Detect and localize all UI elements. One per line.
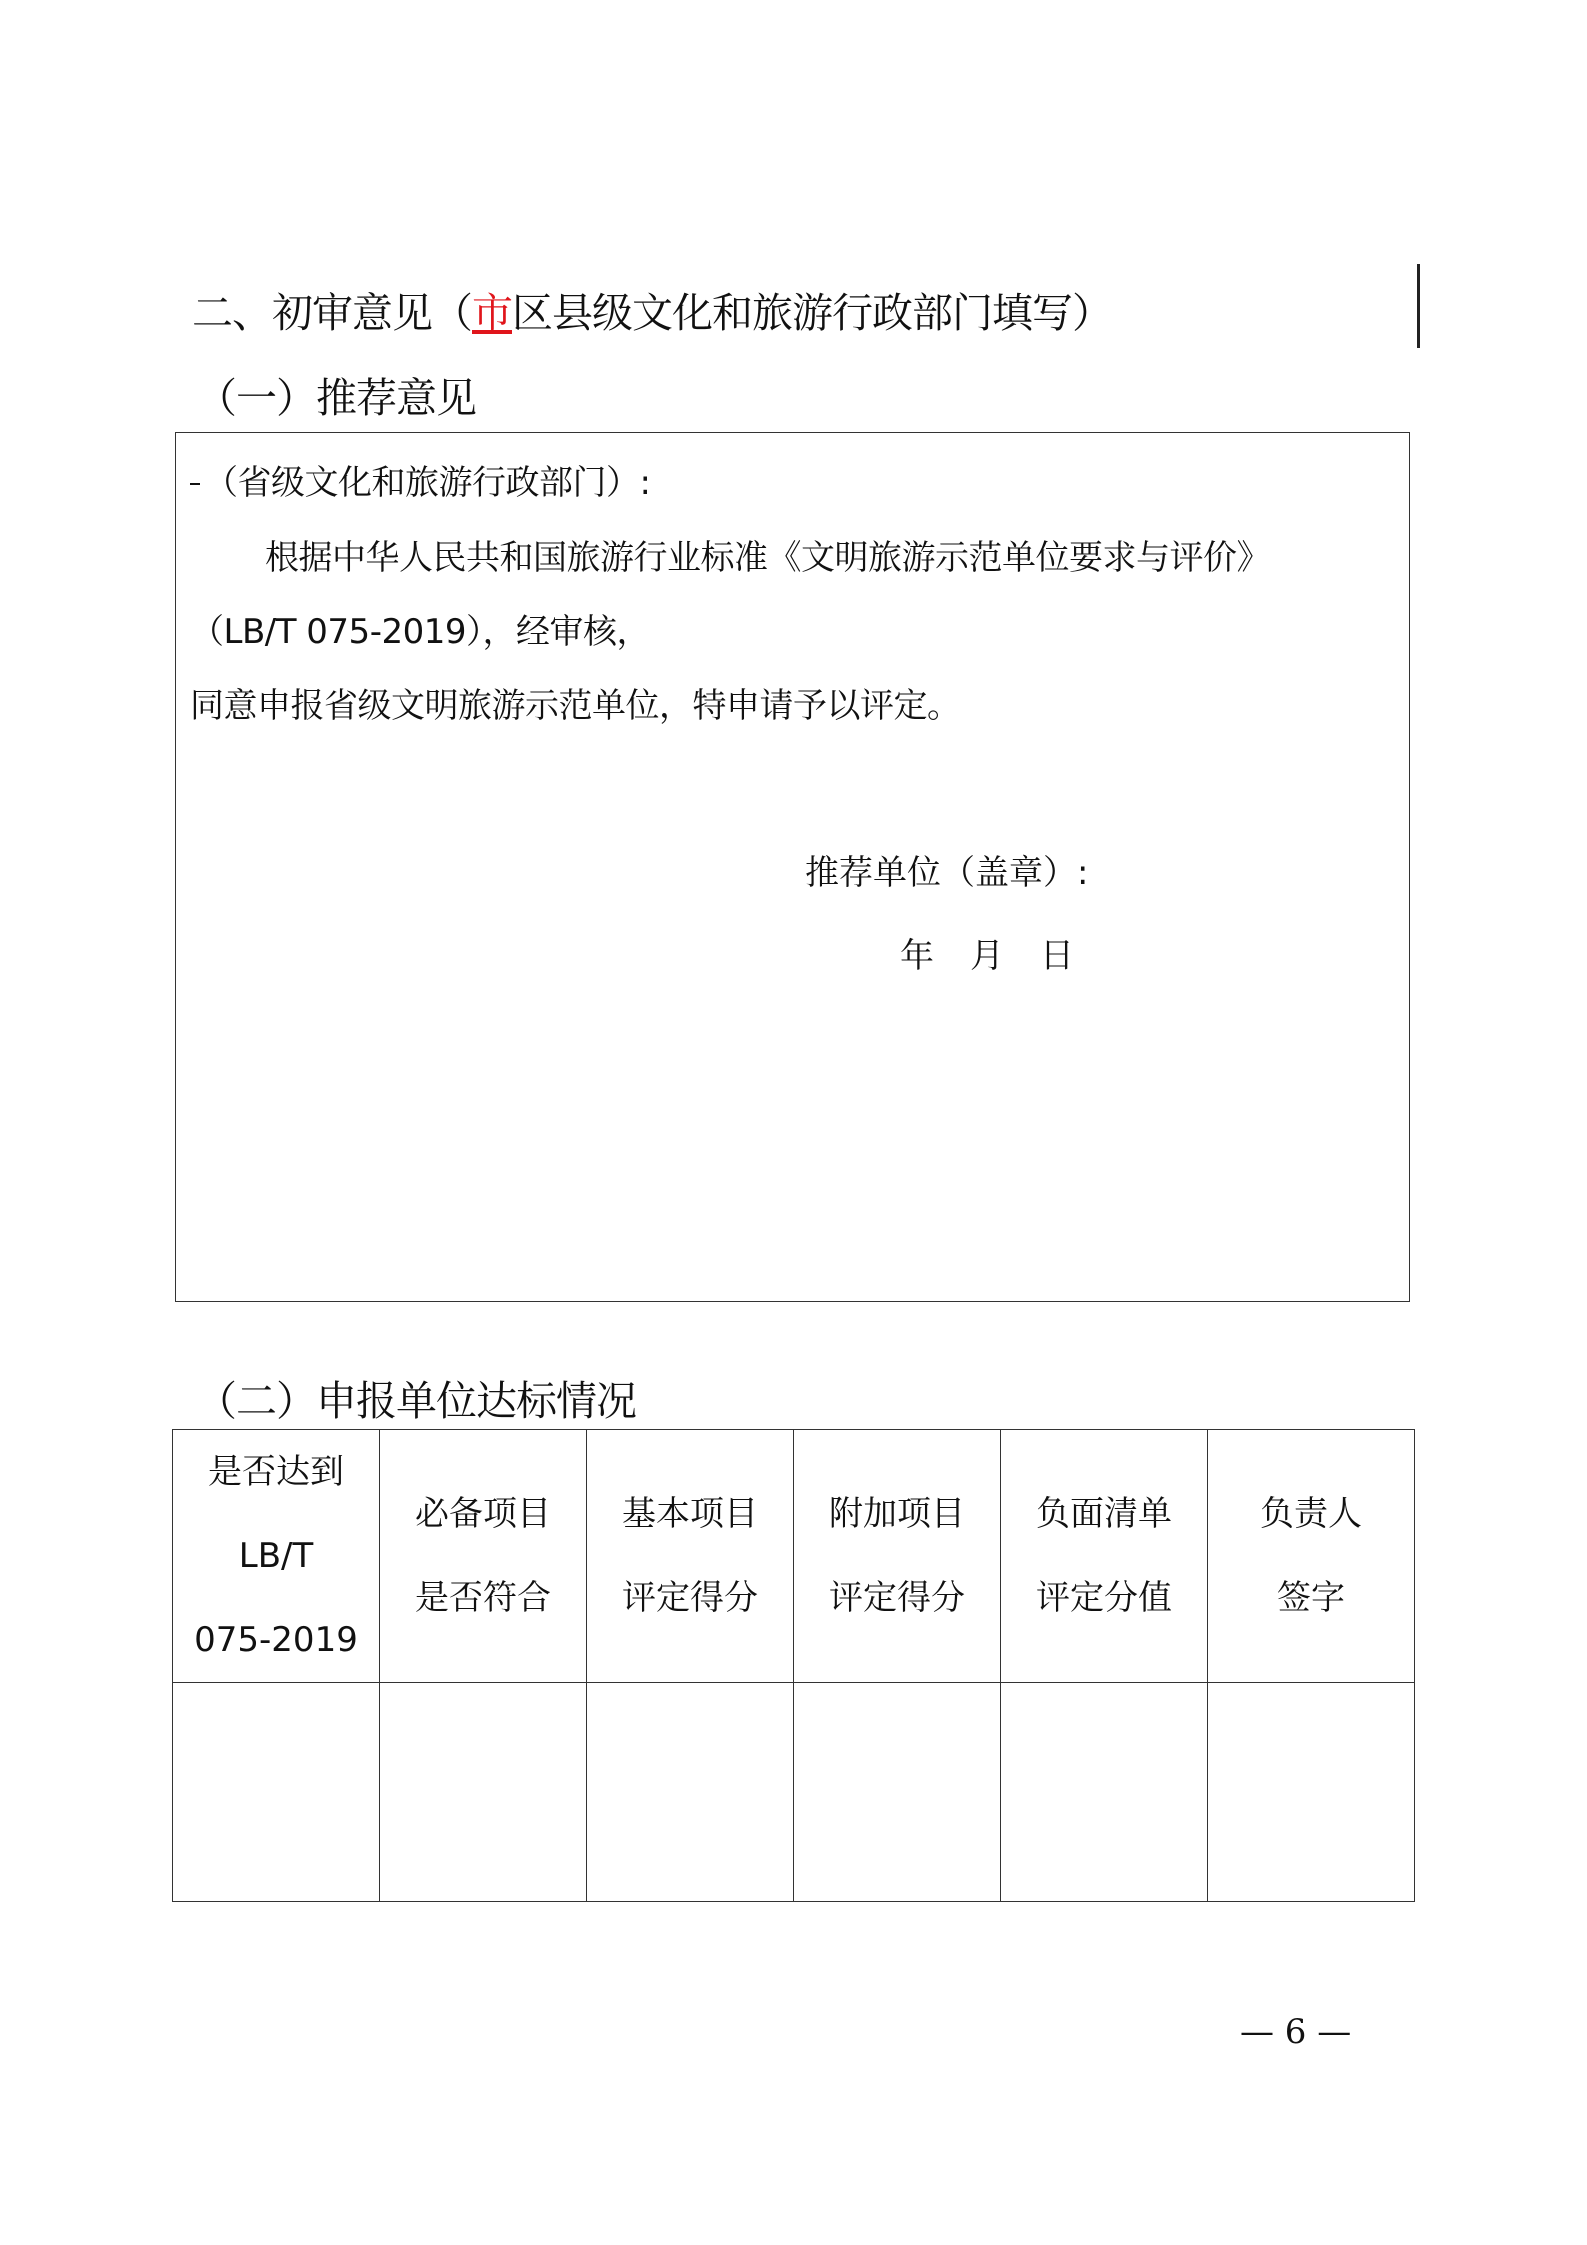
header-text: 是否符合 — [415, 1578, 551, 1618]
header-cell-required — [380, 1430, 587, 1683]
recommendation-line-3: 同意申报省级文明旅游示范单位，特申请予以评定。 — [190, 686, 961, 726]
page-number: — 6 — — [1240, 2012, 1352, 2052]
header-cell-negative — [1001, 1430, 1208, 1683]
header-text: LB/T — [238, 1536, 314, 1576]
section-title-prefix: 二、初审意见（ — [192, 289, 472, 337]
header-text: 必备项目 — [415, 1494, 551, 1534]
date-year: 年 — [900, 936, 934, 976]
addressee-line — [190, 455, 650, 504]
header-text: 签字 — [1277, 1578, 1345, 1618]
compliance-heading: （二）申报单位达标情况 — [196, 1377, 636, 1425]
header-text: 附加项目 — [829, 1494, 965, 1534]
value-cell-signature — [1208, 1683, 1415, 1902]
header-text: 075-2019 — [194, 1620, 358, 1660]
date-day: 日 — [1040, 936, 1074, 976]
value-cell-basic — [587, 1683, 794, 1902]
header-text: 是否达到 — [208, 1452, 344, 1492]
header-cell-basic — [587, 1430, 794, 1683]
date-month: 月 — [970, 936, 1004, 976]
header-cell-signature — [1208, 1430, 1415, 1683]
signature-label: 推荐单位（盖章）: — [805, 853, 1089, 893]
recommendation-heading: （一）推荐意见 — [196, 374, 476, 422]
recommendation-line-1: 根据中华人民共和国旅游行业标准《文明旅游示范单位要求与评价》 — [265, 538, 1270, 578]
header-cell-standard — [173, 1430, 380, 1683]
addressee-blank — [190, 455, 200, 485]
recommendation-line-2: （LB/T 075-2019），经审核， — [190, 612, 650, 652]
section-title — [192, 280, 1112, 339]
value-cell-negative — [1001, 1683, 1208, 1902]
header-cell-additional — [794, 1430, 1001, 1683]
header-text: 评定得分 — [829, 1578, 965, 1618]
value-cell-standard — [173, 1683, 380, 1902]
header-text: 负责人 — [1260, 1494, 1362, 1534]
addressee-text: （省级文化和旅游行政部门）: — [204, 463, 651, 503]
date-line — [900, 928, 1074, 977]
header-text: 负面清单 — [1036, 1494, 1172, 1534]
table-row — [173, 1683, 1415, 1902]
value-cell-additional — [794, 1683, 1001, 1902]
header-text: 评定得分 — [622, 1578, 758, 1618]
section-title-highlight: 市 — [472, 289, 512, 337]
value-cell-required — [380, 1683, 587, 1902]
compliance-table — [172, 1429, 1415, 1902]
header-text: 基本项目 — [622, 1494, 758, 1534]
section-title-suffix: 区县级文化和旅游行政部门填写） — [512, 289, 1112, 337]
table-header-row — [173, 1430, 1415, 1683]
header-text: 评定分值 — [1036, 1578, 1172, 1618]
margin-rule — [1417, 264, 1420, 348]
